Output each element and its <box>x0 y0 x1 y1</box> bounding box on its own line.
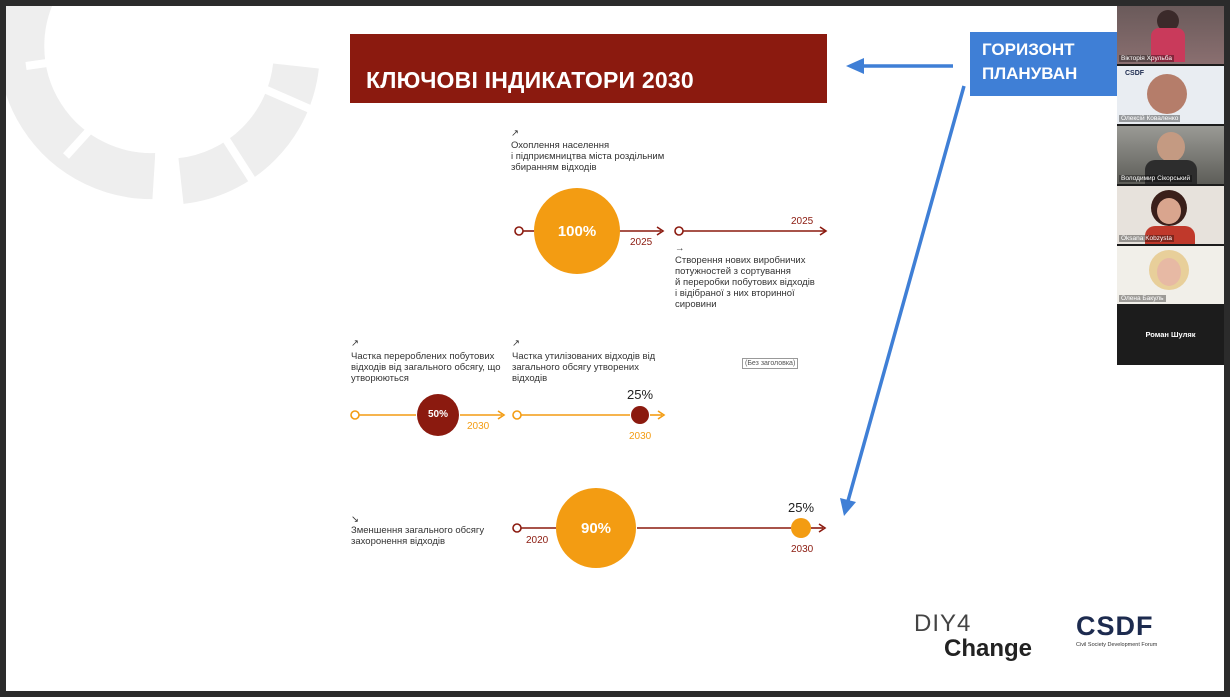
indicator-3-year: 2030 <box>629 431 652 442</box>
participant-tile[interactable] <box>1117 186 1224 244</box>
indicator-3-line: загального обсягу утворених <box>512 362 639 373</box>
indicator-3-line: Частка утилізованих відходів від <box>512 351 656 362</box>
participant-badge: CSDF <box>1125 70 1145 77</box>
indicator-4-line: Зменшення загального обсягу <box>351 525 485 536</box>
csdf-logo-subtitle: Civil Society Development Forum <box>1076 642 1158 648</box>
indicator-3-timeline <box>513 406 664 424</box>
indicator-3-bubble <box>631 406 649 424</box>
participant-tile[interactable] <box>1117 66 1224 124</box>
indicator-1-line: і підприємництва міста роздільним <box>511 151 665 162</box>
participant-avatar <box>1157 132 1185 162</box>
participant-tile[interactable] <box>1117 6 1224 64</box>
untitled-placeholder: (Без заголовка) <box>742 358 798 369</box>
indicator-1-line: Охоплення населення <box>511 140 610 151</box>
participant-tile[interactable] <box>1117 246 1224 304</box>
indicator-2-line: утворюються <box>351 373 409 384</box>
indicator-1b-line: Створення нових виробничих <box>675 255 806 266</box>
indicator-2-arrow: ↗ <box>351 338 359 349</box>
diy-logo-top: DIY4 <box>914 610 972 637</box>
participant-tile[interactable] <box>1117 306 1224 364</box>
participant-name: Олексій Коваленко <box>1121 115 1179 122</box>
slide-title: КЛЮЧОВІ ІНДИКАТОРИ 2030 <box>366 67 694 93</box>
indicator-4-end-value: 25% <box>788 500 815 515</box>
indicator-4-start-year: 2020 <box>526 535 549 546</box>
indicator-2-value: 50% <box>427 409 448 420</box>
indicator-2-text <box>351 351 501 384</box>
indicator-1-arrow: ↗ <box>511 128 519 139</box>
indicator-2-line: відходів від загального обсягу, що <box>351 362 501 373</box>
participants-panel <box>1117 6 1224 365</box>
diy-logo-bottom: Change <box>944 635 1033 662</box>
indicator-4-arrow: ↘ <box>351 514 359 525</box>
participant-tile[interactable] <box>1117 126 1224 184</box>
callout-line-1: ГОРИЗОНТ <box>982 40 1075 59</box>
indicator-3-text <box>512 351 655 384</box>
indicator-2-year: 2030 <box>467 421 490 432</box>
indicator-3-value: 25% <box>627 387 654 402</box>
indicator-4-end-year: 2030 <box>791 544 814 555</box>
indicator-4-text <box>351 525 484 547</box>
indicator-1b-line: й переробки побутових відходів <box>675 277 815 288</box>
indicator-3-line: відходів <box>512 373 548 384</box>
csdf-logo <box>1076 612 1157 648</box>
timeline-graphics <box>6 6 1224 691</box>
participant-face <box>1157 258 1181 286</box>
indicator-1b-year: 2025 <box>791 216 814 227</box>
annotation-arrows <box>840 58 964 516</box>
indicator-1b-line: і відібраної з них вторинної <box>675 288 795 299</box>
indicator-1-line: збиранням відходів <box>511 162 597 173</box>
indicator-1b-arrow: → <box>675 243 685 254</box>
indicator-4-start-value: 90% <box>580 520 612 537</box>
indicator-2-line: Частка перероблених побутових <box>351 351 495 362</box>
indicator-4-timeline <box>513 488 825 568</box>
indicator-4-end-bubble <box>791 518 811 538</box>
indicator-1b-text <box>675 255 815 310</box>
indicator-1b-line: потужностей з сортування <box>675 266 791 277</box>
participant-name: Роман Шуляк <box>1145 330 1196 339</box>
participant-name: Олена Бакуль <box>1121 295 1164 302</box>
callout-line-2: ПЛАНУВАН <box>982 64 1078 83</box>
diy4change-logo <box>914 612 1032 662</box>
participant-name: Вікторія Хрульба <box>1121 55 1172 62</box>
indicator-1-year: 2025 <box>630 237 653 248</box>
participant-avatar <box>1147 74 1187 114</box>
csdf-logo-text: CSDF <box>1076 611 1154 641</box>
indicator-1-value: 100% <box>557 223 597 240</box>
horizon-callout <box>970 32 1122 96</box>
indicator-4-line: захоронення відходів <box>351 536 446 547</box>
presentation-screen <box>6 6 1224 691</box>
participant-name: Oksana Kobzysta <box>1121 235 1172 242</box>
participant-face <box>1157 198 1181 224</box>
indicator-3-arrow: ↗ <box>512 338 520 349</box>
indicator-1b-timeline <box>675 227 826 235</box>
participant-name: Володимир Сікорський <box>1121 175 1191 182</box>
indicator-1b-line: сировини <box>675 299 717 310</box>
